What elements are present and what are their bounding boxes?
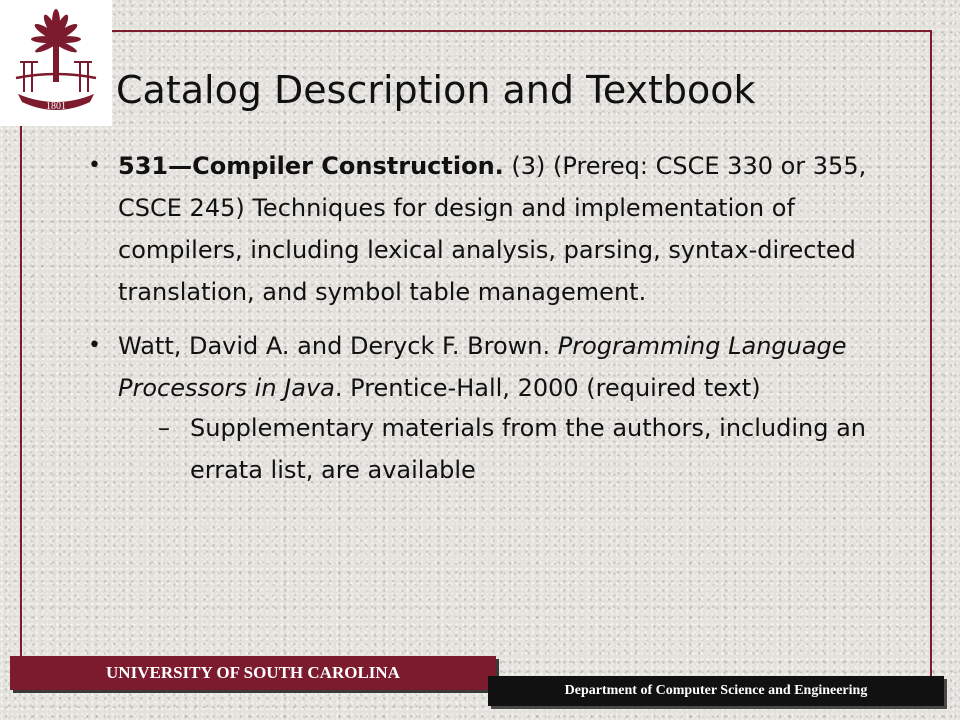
- bullet-icon: •: [88, 153, 101, 178]
- bullet-item-textbook: [88, 325, 888, 491]
- course-title: 531—Compiler Construction.: [118, 152, 504, 180]
- usc-palmetto-seal-icon: [6, 6, 106, 120]
- slide-title: Catalog Description and Textbook: [116, 68, 756, 112]
- bullet-icon: •: [88, 333, 101, 358]
- svg-text:1801: 1801: [46, 101, 66, 112]
- dash-icon: –: [158, 414, 170, 442]
- bullet-item-course: [88, 145, 888, 313]
- textbook-publisher: . Prentice-Hall, 2000 (required text): [334, 374, 761, 402]
- department-banner: Department of Computer Science and Engineering: [488, 676, 944, 706]
- slide-content: [88, 145, 888, 503]
- sub-item-supplementary: [118, 407, 888, 491]
- textbook-authors: Watt, David A. and Deryck F. Brown.: [118, 332, 558, 360]
- supplementary-text: Supplementary materials from the authors, including an errata list, are available: [190, 414, 867, 484]
- university-banner: UNIVERSITY OF SOUTH CAROLINA: [10, 656, 496, 690]
- textbook-title: Programming Language Processors in Java: [118, 332, 847, 402]
- course-description: (3) (Prereq: CSCE 330 or 355, CSCE 245) Techniques for design and implementation of compilers, including lexical analysis, parsing, syntax-directed translation, and symbol table management.: [118, 152, 867, 306]
- logo-box: [0, 0, 112, 126]
